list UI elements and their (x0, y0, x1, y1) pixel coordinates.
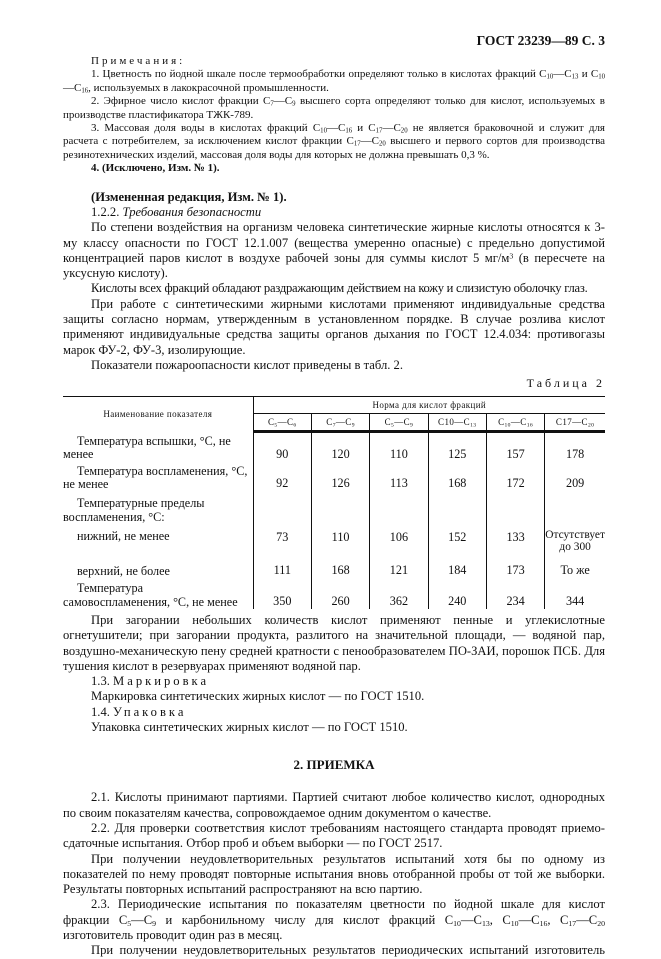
subscript: 10 (546, 74, 554, 82)
table-cell: 234 (486, 578, 544, 609)
column-header-fraction: $С_{10}—С_{16}$ (486, 414, 544, 432)
superscript: 3 (509, 251, 514, 261)
note-text: Массовая доля воды в кислотах фракций С (104, 122, 321, 135)
note-4 (63, 162, 605, 175)
row-label: Температурные пределы воспламенения, °С: (63, 491, 253, 524)
table-cell: 110 (370, 432, 428, 462)
note-text: —С (382, 122, 401, 135)
section-number: 1.2.2. (91, 204, 120, 219)
note-text: не является браковочной и служит для расчета с потребителем, за исключением кислот фракции С (63, 122, 605, 148)
subscript: 17 (375, 127, 383, 135)
row-label: Температура самовоспламенения, °С, не менее (63, 578, 253, 609)
note-text: —С (273, 95, 293, 108)
paragraph-table-ref: Показатели пожароопасности кислот приведены в табл. 2. (91, 357, 403, 372)
table-cell: 209 (565, 476, 585, 491)
note-text: , используемых в лакокрасочной промышленности. (88, 81, 329, 94)
table-cell (253, 491, 311, 524)
section-number: 1.3. (91, 674, 110, 689)
row-label: верхний, не более (63, 556, 253, 578)
note-text: высшего и первого сортов для производства резинотехнических изделий, массовая доля воды для которых не должна превышать 0,3 %. (63, 135, 605, 161)
table-cell (311, 491, 369, 524)
note-text: Эфирное число кислот фракции С (103, 95, 271, 108)
note-text: —С (553, 68, 572, 81)
table-cell: 173 (486, 556, 544, 578)
paragraph-2-3: 2.3. Периодические испытания по показателям цветности по йодной шкале для кислот фракции $С_5—С_9$ и карбонильному числу для кислот фракций $С_{10}—С_{13}$, $С_{10}—С_{16}$, $С_{17}—С_{20}$ изготовитель проводит один раз в месяц. (63, 897, 605, 943)
column-group-header: Норма для кислот фракций (253, 397, 605, 414)
row-label: нижний, не менее (63, 524, 253, 556)
table-cell (428, 491, 486, 524)
paragraph-hazard-class (63, 220, 605, 281)
section-heading-1-3 (63, 674, 605, 689)
column-header-fraction: $С10—С_{13}$ (428, 414, 486, 432)
note-2 (63, 95, 605, 122)
section-number: 1.4. (91, 704, 110, 719)
table-row (63, 432, 605, 462)
paragraph-2-2: 2.2. Для проверки соответствия кислот требованиям настоящего стандарта проводят приемо-сдаточные испытания. Отбор проб и объем выборки — по ГОСТ 2517. (63, 820, 605, 851)
column-header-fraction: $С17—С_{20}$ (545, 414, 605, 432)
note-number: 3. (91, 122, 100, 135)
table-cell: 260 (311, 578, 369, 609)
table-cell: 90 (253, 432, 311, 462)
table-cell: 157 (486, 432, 544, 462)
subscript: 17 (353, 141, 361, 149)
notes-block (63, 55, 605, 176)
table-cell: 168 (428, 462, 486, 492)
table-cell: 362 (370, 578, 428, 609)
subscript: 13 (571, 74, 579, 82)
table-cell: 106 (370, 524, 428, 556)
subscript: 10 (598, 74, 606, 82)
table-cell: 113 (370, 462, 428, 492)
table-cell: 121 (370, 556, 428, 578)
safety-section (63, 190, 605, 374)
column-header-fraction: $С_7—С_9$ (311, 414, 369, 432)
paragraph-marking: Маркировка синтетических жирных кислот — по ГОСТ 1510. (91, 689, 425, 704)
column-header-fraction: $С_5—С_9$ (370, 414, 428, 432)
table-row (63, 556, 605, 578)
note-1 (63, 68, 605, 95)
subscript: 20 (400, 127, 408, 135)
paragraph-packing: Упаковка синтетических жирных кислот — по ГОСТ 1510. (91, 720, 408, 735)
section-title: Требования безопасности (122, 204, 262, 219)
table-cell: 133 (486, 524, 544, 556)
note-text: —С (326, 122, 346, 135)
subscript: 16 (81, 87, 89, 95)
table-cell (370, 491, 428, 524)
note-number: 1. (91, 68, 100, 81)
table-cell: 92 (253, 462, 311, 492)
table-caption: Таблица 2 (526, 376, 605, 391)
paragraph-protection: При работе с синтетическими жирными кислотами применяют индивидуальные средства защиты согласно нормам, утвержденным в установленном порядке. В случае розлива кислот применяют индивидуальные средства защиты органов дыхания по ГОСТ 12.4.034: противогазы марок ФУ-2, ФУ-3, изолирующие. (63, 296, 605, 357)
notes-title: Примечания: (91, 55, 186, 67)
table-cell (545, 491, 605, 524)
table-cell: 111 (253, 556, 311, 578)
table-cell (486, 491, 544, 524)
table-cell: То же (560, 563, 590, 578)
table-cell: 168 (311, 556, 369, 578)
table-cell: 126 (311, 462, 369, 492)
table-cell: 184 (428, 556, 486, 578)
note-number: 4. (91, 162, 100, 175)
amendment-note: (Измененная редакция, Изм. № 1). (91, 189, 287, 204)
section-heading-1-4 (63, 705, 605, 720)
paragraph-text: По степени воздействия на организм человека синтетические жирные кислоты относятся к 3-му классу опасности по ГОСТ 12.1.007 (вещества умеренно опасные) с предельно допустимой концентрацией паров кислот в воздухе рабочей зоны для суммы кислот 5 мг/м (63, 220, 605, 265)
note-text: высшего сорта определяют только для кислот, используемых в производстве пластификатора ТЖК-789. (63, 95, 605, 121)
column-header-indicator: Наименование показателя (63, 397, 253, 432)
note-text: и С (578, 68, 599, 81)
page-header: ГОСТ 23239—89 С. 3 (476, 33, 605, 48)
table-cell: 350 (253, 578, 311, 609)
note-text: (Исключено, Изм. № 1). (102, 162, 220, 175)
table-cell: Отсутствует до 300 (545, 529, 605, 554)
subscript: 10 (320, 127, 327, 135)
subscript: 16 (345, 127, 353, 135)
table-cell: 344 (565, 593, 585, 608)
table-row (63, 491, 605, 524)
table-row (63, 578, 605, 609)
note-text: Цветность по йодной шкале после термообработки определяют только в кислотах фракций С (102, 68, 547, 81)
row-label: Температура вспышки, °С, не менее (63, 432, 253, 462)
acceptance-section (63, 790, 605, 958)
subscript: 9 (292, 100, 296, 108)
paragraph-2-1: 2.1. Кислоты принимают партиями. Партией считают любое количество кислот, однородных по своим показателям качества, сопровождаемое одним документом о качестве. (63, 790, 605, 820)
paragraph-extinguishing: При загорании небольших количеств кислот применяют пенные и углекислотные огнетушители; при загорании продукта, разлитого на значительной площади, — водяной пар, воздушно-механическую пену средней кратности с пенообразователем ПО-ЗАИ, порошок ПСБ. Для тушения кислот в резервуарах применяют водяной пар. (63, 612, 605, 673)
fire-marking-packing-section (63, 613, 605, 735)
paragraph-irritation: Кислоты всех фракций обладают раздражающим действием на кожу и слизистую оболочку глаз. (91, 281, 588, 296)
section-title-acceptance: 2. ПРИЕМКА (293, 757, 375, 773)
table-cell: 120 (311, 432, 369, 462)
table-cell: 73 (253, 524, 311, 556)
subscript: 20 (379, 141, 386, 149)
table-cell: 110 (311, 524, 369, 556)
section-title: Упаковка (113, 704, 187, 719)
column-header-fraction: $С_5—С_6$ (253, 414, 311, 432)
paragraph-text: (в пересчете на уксусную кислоту). (63, 250, 605, 281)
table-cell: 125 (428, 432, 486, 462)
table-cell: 172 (486, 462, 544, 492)
table-cell: 240 (428, 578, 486, 609)
note-text: —С (360, 135, 380, 148)
section-heading-1-2-2 (63, 205, 605, 220)
note-text: и С (352, 122, 376, 135)
table-cell: 152 (428, 524, 486, 556)
note-text: —С (63, 81, 82, 94)
fire-hazard-table (63, 396, 605, 609)
page-content (63, 55, 605, 959)
subscript: 7 (270, 100, 274, 108)
note-number: 2. (91, 95, 100, 108)
row-label: Температура воспламенения, °С, не менее (63, 462, 253, 492)
table-cell: 178 (565, 446, 585, 461)
table-row (63, 462, 605, 492)
paragraph-periodic-failure: При получении неудовлетворительных результатов периодических испытаний изготовитель (91, 943, 605, 958)
table-row (63, 524, 605, 556)
note-3 (63, 122, 605, 162)
paragraph-retest: При получении неудовлетворительных результатов испытаний хотя бы по одному из показателей по нему проводят повторные испытания вновь отобранной пробы от той же выборки. Результаты повторных испытаний распространяют на всю партию. (63, 851, 605, 897)
section-title: Маркировка (113, 674, 210, 689)
